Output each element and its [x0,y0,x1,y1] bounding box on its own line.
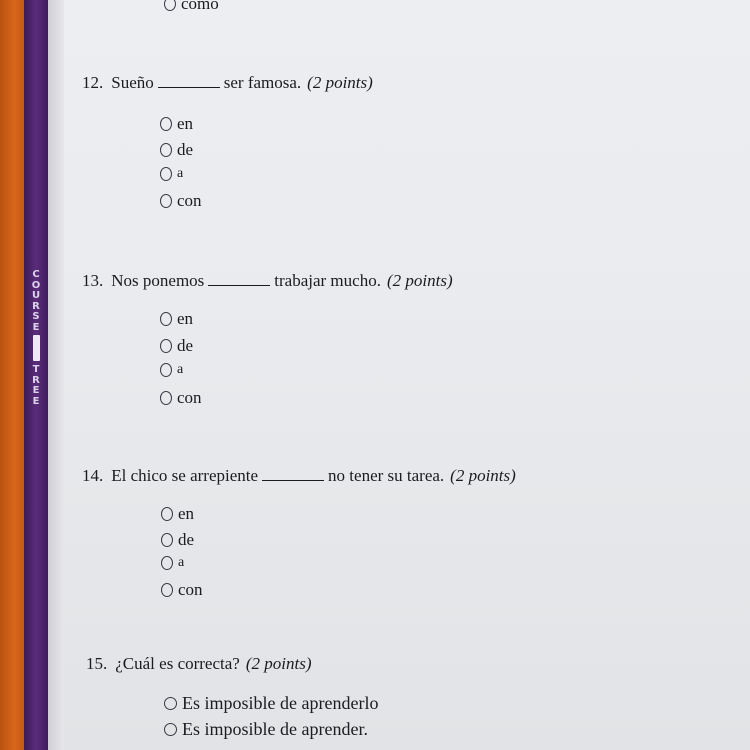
radio-circle-icon[interactable] [161,533,173,547]
radio-circle-icon[interactable] [160,167,172,181]
logo-letter: E [32,321,40,333]
option-radio[interactable] [160,140,193,160]
option-radio[interactable] [164,719,368,740]
option-label: a [177,166,184,181]
option-label: Es imposible de aprenderlo [182,693,379,713]
radio-circle-icon[interactable] [160,391,172,405]
course-tree-logo [27,270,45,407]
radio-circle-icon[interactable] [164,0,176,11]
question-text-before: Sueño [111,73,154,92]
option-radio[interactable] [160,166,183,182]
option-radio[interactable] [160,388,202,408]
option-label: en [177,309,194,328]
logo-letter: S [32,311,40,322]
logo-letter: U [31,290,41,301]
question-13 [82,271,453,291]
radio-circle-icon[interactable] [161,583,173,597]
question-text-after: ser famosa. [223,73,302,92]
option-radio[interactable] [164,0,219,14]
question-15 [86,654,311,674]
question-text-before: El chico se arrepiente [111,466,259,485]
quiz-page [64,0,750,750]
answer-blank [208,271,270,286]
option-label: en [177,114,194,133]
question-points: (2 points) [245,654,312,673]
question-text-after: trabajar mucho. [274,271,381,290]
logo-letter: C [32,269,40,280]
option-radio[interactable] [160,362,183,378]
logo-letter: T [32,364,40,375]
answer-blank [158,73,220,88]
radio-circle-icon[interactable] [160,143,172,157]
question-points: (2 points) [386,271,453,290]
radio-circle-icon[interactable] [160,339,172,353]
question-number: 14. [82,466,104,485]
option-radio[interactable] [161,530,194,550]
question-points: (2 points) [307,73,373,92]
question-number: 12. [82,73,104,92]
option-label: de [177,140,194,159]
question-number: 13. [82,271,104,290]
option-label: con [178,580,203,599]
radio-circle-icon[interactable] [160,363,172,377]
logo-letter: E [32,385,40,396]
option-radio[interactable] [160,191,202,211]
page-margin-strip [48,0,64,750]
radio-circle-icon[interactable] [161,556,173,570]
option-label: en [178,504,195,523]
logo-letter: O [31,279,41,291]
logo-letter: R [32,300,40,312]
option-radio[interactable] [161,555,184,571]
logo-letter: E [32,395,40,407]
option-radio[interactable] [160,114,193,134]
option-radio[interactable] [164,693,378,714]
option-radio[interactable] [161,580,203,600]
question-text-before: Nos ponemos [111,271,205,290]
option-label: a [177,362,184,377]
logo-tree-trunk-icon [33,335,40,361]
radio-circle-icon[interactable] [160,312,172,326]
left-orange-border [0,0,24,750]
option-radio[interactable] [161,504,194,524]
option-label: Es imposible de aprender. [182,719,368,739]
radio-circle-icon[interactable] [164,697,177,710]
question-text-before: ¿Cuál es correcta? [115,654,240,673]
question-points: (2 points) [450,466,516,485]
option-label: con [177,388,202,407]
logo-letter: R [32,374,40,386]
option-radio[interactable] [160,336,193,356]
option-label: como [181,0,219,13]
answer-blank [262,466,324,481]
radio-circle-icon[interactable] [160,194,172,208]
question-text-after: no tener su tarea. [328,466,445,485]
option-label: de [178,530,195,549]
radio-circle-icon[interactable] [161,507,173,521]
question-number: 15. [86,654,108,673]
option-radio[interactable] [160,309,193,329]
question-12 [82,73,373,93]
radio-circle-icon[interactable] [164,723,177,736]
radio-circle-icon[interactable] [160,117,172,131]
option-label: de [177,336,194,355]
option-label: con [177,191,202,210]
question-14 [82,466,516,486]
option-label: a [178,555,185,570]
